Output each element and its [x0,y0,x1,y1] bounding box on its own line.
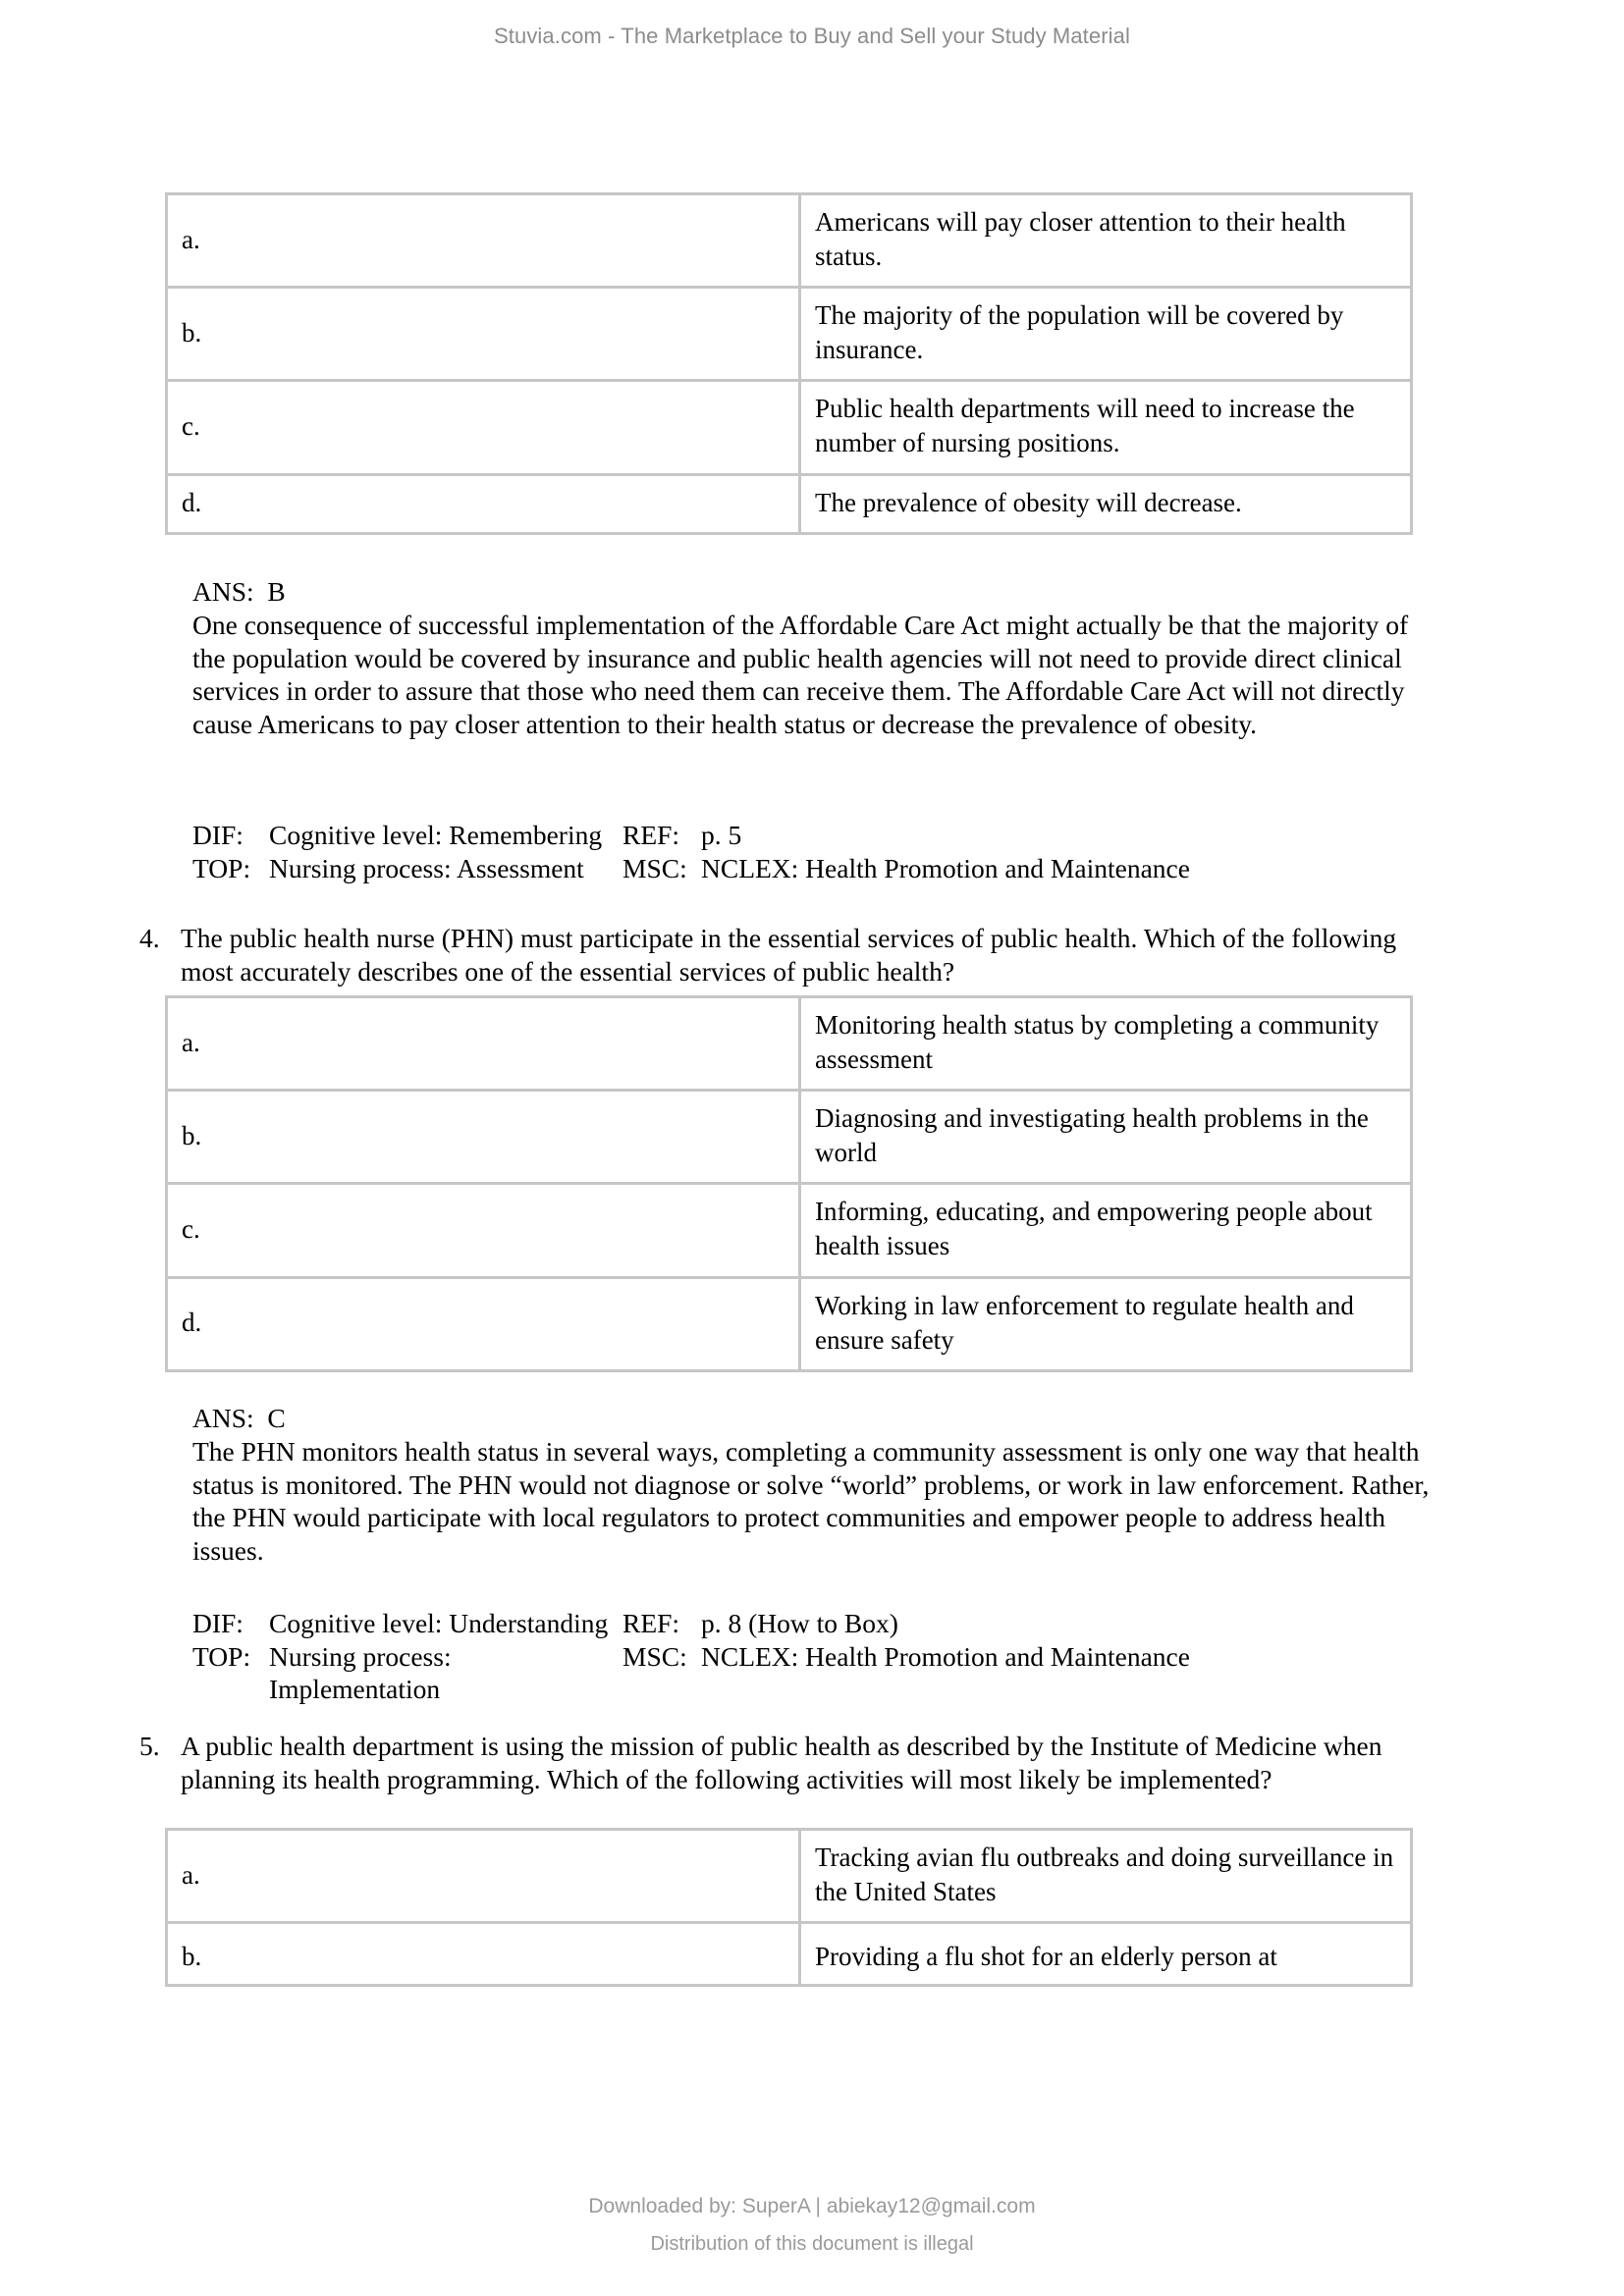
table-row[interactable] [167,997,1412,1091]
option-letter: d. [167,1277,800,1370]
option-letter: b. [167,1091,800,1184]
dif-key: DIF: [192,1608,244,1638]
top-value: Nursing process: Implementation [269,1640,452,1705]
option-letter: a. [167,194,800,288]
top-key: TOP: [192,1640,251,1672]
option-text: The majority of the population will be covered by insurance. [800,288,1412,381]
footer-distribution-notice: Distribution of this document is illegal [650,2233,974,2255]
option-text: Public health departments will need to increase the number of nursing positions. [800,381,1412,474]
q4-options-table [165,995,1413,1372]
ref-key: REF: [623,820,680,850]
msc-key: MSC: [623,1640,687,1672]
ref-value: p. 8 (How to Box) [701,1608,898,1638]
option-text: The prevalence of obesity will decrease. [800,474,1412,533]
option-text: Informing, educating, and empowering people about health issues [800,1184,1412,1277]
option-letter: c. [167,1184,800,1277]
metadata-row-top [192,852,1420,885]
question-number: 5. [139,1731,160,1761]
metadata-row-dif [192,819,1420,852]
question-number: 4. [139,923,160,953]
ref-value: p. 5 [701,820,742,850]
table-row[interactable] [167,1277,1412,1370]
q3-options-table [165,192,1413,535]
table-row[interactable] [167,1091,1412,1184]
table-row[interactable] [167,1830,1412,1923]
dif-key: DIF: [192,820,244,850]
option-text: Tracking avian flu outbreaks and doing surveillance in the United States [800,1830,1412,1923]
footer-downloaded-by: Downloaded by: SuperA | abiekay12@gmail.com [588,2195,1036,2217]
option-text: Monitoring health status by completing a community assessment [800,997,1412,1091]
top-value: Nursing process: Assessment [269,852,584,883]
q4-metadata [192,1607,1420,1706]
msc-value: NCLEX: Health Promotion and Maintenance [701,852,1190,883]
dif-value: Cognitive level: Remembering [269,820,603,850]
table-row[interactable] [167,288,1412,381]
question-stem: The public health nurse (PHN) must participate in the essential services of public health. Which of the following most accurately describes one of the essential services of public health? [181,923,1397,987]
q3-answer-label: ANS: B [192,576,286,607]
question-5 [139,1730,1445,1795]
q4-rationale: The PHN monitors health status in several ways, completing a community assessment is only one way that health status is monitored. The PHN would not diagnose or solve “world” problems, or work in law enforcement. Rather, the PHN would participate with local regulators to protect communities and empower people to address health issues. [192,1436,1430,1566]
option-letter: b. [167,1923,800,1986]
option-letter: b. [167,288,800,381]
q3-rationale: One consequence of successful implementation of the Affordable Care Act might actually be that the majority of the population would be covered by insurance and public health agencies will not need to provide direct clinical services in order to assure that those who need them can receive them. The Affordable Care Act will not directly cause Americans to pay closer attention to their health status or decrease the prevalence of obesity. [192,610,1409,739]
page-header-watermark: Stuvia.com - The Marketplace to Buy and Sell your Study Material [494,24,1130,48]
top-key: TOP: [192,852,251,883]
option-text: Americans will pay closer attention to their health status. [800,194,1412,288]
dif-value: Cognitive level: Understanding [269,1608,609,1638]
option-text: Working in law enforcement to regulate health and ensure safety [800,1277,1412,1370]
option-letter: d. [167,474,800,533]
option-letter: a. [167,1830,800,1923]
question-stem: A public health department is using the mission of public health as described by the Institute of Medicine when planning its health programming. Which of the following activities will most likely be implemented? [181,1731,1382,1794]
question-4 [139,922,1435,988]
table-row[interactable] [167,1184,1412,1277]
option-text: Diagnosing and investigating health problems in the world [800,1091,1412,1184]
q5-options-table [165,1828,1413,1987]
msc-key: MSC: [623,852,687,883]
option-letter: a. [167,997,800,1091]
option-text: Providing a flu shot for an elderly person at [800,1923,1412,1986]
metadata-row-top [192,1640,1420,1706]
table-row[interactable] [167,194,1412,288]
msc-value: NCLEX: Health Promotion and Maintenance [701,1640,1190,1672]
option-letter: c. [167,381,800,474]
metadata-row-dif [192,1607,1420,1640]
q4-answer-label: ANS: C [192,1403,286,1433]
q3-metadata [192,819,1420,884]
ref-key: REF: [623,1608,680,1638]
table-row[interactable] [167,381,1412,474]
table-row[interactable] [167,1923,1412,1986]
table-row[interactable] [167,474,1412,533]
